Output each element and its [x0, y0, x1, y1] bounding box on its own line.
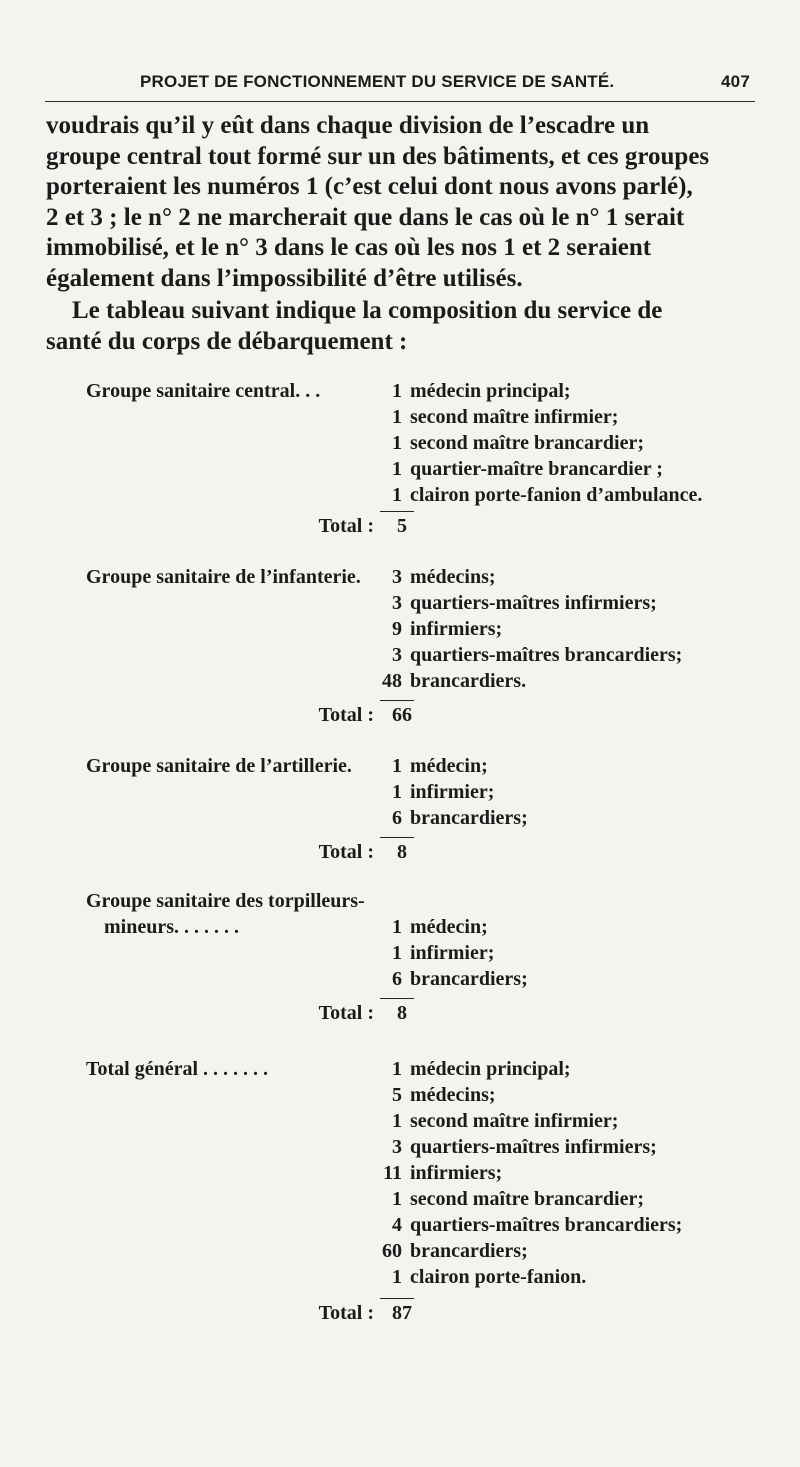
- row-count: 9: [392, 618, 402, 640]
- group-label-torpilleurs-line2: mineurs. . . . . . .: [104, 916, 239, 938]
- total-label: Total :: [318, 704, 374, 726]
- group-label-total-general: Total général . . . . . . .: [86, 1058, 269, 1080]
- row-description: quartiers-maîtres brancardiers;: [410, 644, 683, 666]
- row-count: 5: [392, 1084, 402, 1106]
- row-description: second maître brancardier;: [410, 1188, 645, 1210]
- row-count: 4: [392, 1214, 402, 1236]
- row-description: médecin principal;: [410, 1058, 571, 1080]
- row-description: infirmiers;: [410, 1162, 503, 1184]
- total-label: Total :: [318, 515, 374, 537]
- row-count: 1: [392, 781, 402, 803]
- row-description: clairon porte-fanion.: [410, 1266, 587, 1288]
- row-description: médecins;: [410, 1084, 496, 1106]
- row-count: 1: [392, 1110, 402, 1132]
- row-count: 48: [382, 670, 402, 692]
- text-line: immobilisé, et le n° 3 dans le cas où les nos 1 et 2 seraient: [46, 234, 652, 261]
- page-number: 407: [721, 72, 750, 91]
- text-line: également dans l’impossibilité d’être utilisés.: [46, 264, 523, 292]
- row-count: 1: [392, 942, 402, 964]
- row-count: 1: [392, 484, 402, 506]
- row-count: 1: [392, 1266, 402, 1288]
- row-count: 6: [392, 968, 402, 990]
- row-description: clairon porte-fanion d’ambulance.: [410, 484, 703, 506]
- row-description: quartiers-maîtres infirmiers;: [410, 1136, 657, 1158]
- row-count: 1: [392, 1188, 402, 1210]
- row-count: 11: [383, 1162, 402, 1184]
- row-description: quartiers-maîtres infirmiers;: [410, 592, 657, 614]
- row-count: 1: [392, 458, 402, 480]
- row-count: 1: [392, 432, 402, 454]
- row-count: 1: [392, 380, 402, 402]
- row-count: 1: [392, 755, 402, 777]
- total-value: 5: [397, 515, 407, 537]
- row-count: 1: [392, 1058, 402, 1080]
- total-rule: [380, 511, 414, 512]
- row-description: brancardiers;: [410, 968, 528, 990]
- row-count: 6: [392, 807, 402, 829]
- row-description: second maître infirmier;: [410, 1110, 619, 1132]
- total-rule: [380, 837, 414, 838]
- row-description: médecin;: [410, 755, 488, 777]
- text-line: porteraient les numéros 1 (c’est celui dont nous avons parlé),: [46, 173, 693, 200]
- total-label: Total :: [318, 841, 374, 863]
- row-description: quartier-maître brancardier ;: [410, 458, 663, 480]
- total-value: 66: [392, 704, 412, 726]
- row-description: infirmiers;: [410, 618, 503, 640]
- row-count: 3: [392, 592, 402, 614]
- text-line: voudrais qu’il y eût dans chaque division de l’escadre un: [46, 112, 650, 139]
- row-count: 1: [392, 916, 402, 938]
- row-description: second maître brancardier;: [410, 432, 645, 454]
- row-count: 3: [392, 566, 402, 588]
- row-description: brancardiers;: [410, 1240, 528, 1262]
- row-description: médecin;: [410, 916, 488, 938]
- total-value: 8: [397, 1002, 407, 1024]
- text-line: Le tableau suivant indique la composition du service de: [72, 297, 663, 324]
- row-count: 3: [392, 1136, 402, 1158]
- row-count: 60: [382, 1240, 402, 1262]
- row-description: médecin principal;: [410, 380, 571, 402]
- row-description: brancardiers.: [410, 670, 527, 692]
- total-label: Total :: [318, 1002, 374, 1024]
- total-value: 8: [397, 841, 407, 863]
- row-description: brancardiers;: [410, 807, 528, 829]
- row-description: quartiers-maîtres brancardiers;: [410, 1214, 683, 1236]
- text-line: groupe central tout formé sur un des bâtiments, et ces groupes: [46, 142, 710, 170]
- group-label-artillerie: Groupe sanitaire de l’artillerie.: [86, 755, 352, 777]
- group-label-torpilleurs: Groupe sanitaire des torpilleurs-: [86, 890, 365, 912]
- total-rule: [380, 998, 414, 999]
- total-label: Total :: [318, 1302, 374, 1324]
- total-rule: [380, 1298, 414, 1299]
- total-rule: [380, 700, 414, 701]
- text-line: santé du corps de débarquement :: [46, 327, 408, 355]
- row-count: 3: [392, 644, 402, 666]
- row-count: 1: [392, 406, 402, 428]
- group-label-central: Groupe sanitaire central. . .: [86, 380, 321, 402]
- row-description: médecins;: [410, 566, 496, 588]
- row-description: infirmier;: [410, 781, 495, 803]
- total-value: 87: [392, 1302, 412, 1324]
- group-label-infanterie: Groupe sanitaire de l’infanterie.: [86, 566, 361, 588]
- row-description: second maître infirmier;: [410, 406, 619, 428]
- running-title: PROJET DE FONCTIONNEMENT DU SERVICE DE SANTÉ.: [140, 72, 615, 91]
- text-line: 2 et 3 ; le n° 2 ne marcherait que dans le cas où le n° 1 serait: [46, 203, 685, 231]
- row-description: infirmier;: [410, 942, 495, 964]
